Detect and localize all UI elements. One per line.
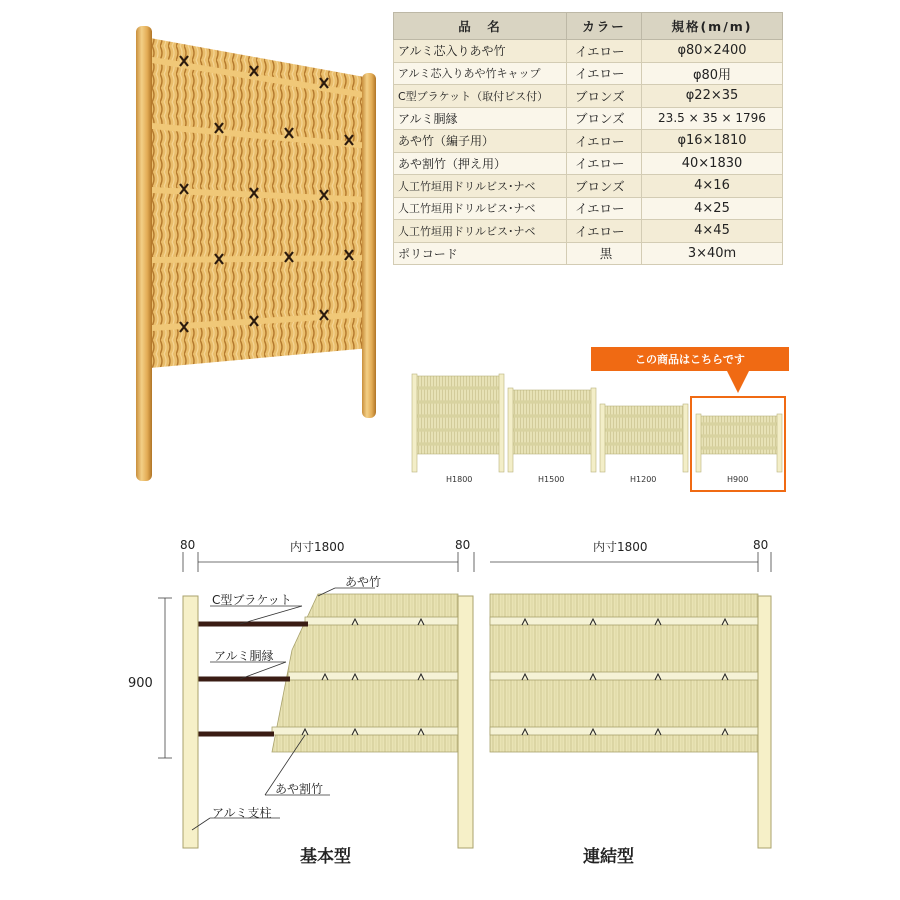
cell-spec: φ80×2400 bbox=[642, 40, 783, 63]
cell-color: 黒 bbox=[567, 242, 642, 265]
cell-color: イエロー bbox=[567, 152, 642, 175]
basic-panel bbox=[198, 594, 458, 752]
header-spec: 規格(m/m) bbox=[642, 13, 783, 40]
cell-color: イエロー bbox=[567, 130, 642, 153]
thumbnail-strip bbox=[408, 370, 788, 490]
connected-post-right bbox=[758, 596, 771, 848]
caption-basic: 基本型 bbox=[300, 847, 351, 867]
cell-name: アルミ芯入りあや竹キャップ bbox=[394, 62, 567, 85]
dim-post-right: 80 bbox=[753, 538, 769, 552]
label-aluminum-rail: アルミ胴縁 bbox=[214, 649, 274, 663]
table-row bbox=[394, 197, 783, 220]
cell-color: ブロンズ bbox=[567, 107, 642, 130]
cell-spec: 40×1830 bbox=[642, 152, 783, 175]
cell-name: アルミ芯入りあや竹 bbox=[394, 40, 567, 63]
cell-spec: φ22×35 bbox=[642, 85, 783, 108]
cell-color: イエロー bbox=[567, 197, 642, 220]
table-row bbox=[394, 130, 783, 153]
cell-name: ポリコード bbox=[394, 242, 567, 265]
product-callout: この商品はこちらです bbox=[591, 347, 789, 371]
cell-name: 人工竹垣用ドリルビス･ナベ bbox=[394, 175, 567, 198]
spec-table-header bbox=[394, 13, 783, 40]
dim-post-left: 80 bbox=[180, 538, 196, 552]
construction-diagram bbox=[0, 530, 900, 900]
header-name: 品 名 bbox=[394, 13, 567, 40]
cell-color: イエロー bbox=[567, 220, 642, 243]
cell-spec: 3×40m bbox=[642, 242, 783, 265]
label-aluminum-post: アルミ支柱 bbox=[212, 806, 272, 820]
label-split-bamboo: あや割竹 bbox=[275, 782, 324, 796]
photo-post-right bbox=[362, 73, 376, 418]
dim-inner-right: 内寸1800 bbox=[593, 540, 648, 554]
spec-table bbox=[393, 12, 783, 265]
cell-spec: 4×45 bbox=[642, 220, 783, 243]
table-row bbox=[394, 62, 783, 85]
dim-height: 900 bbox=[128, 676, 153, 691]
product-photo bbox=[120, 18, 390, 488]
cell-spec: 23.5 × 35 × 1796 bbox=[642, 107, 783, 130]
caption-connected: 連結型 bbox=[583, 847, 634, 867]
cell-color: イエロー bbox=[567, 40, 642, 63]
cell-name: 人工竹垣用ドリルビス･ナベ bbox=[394, 220, 567, 243]
cell-color: イエロー bbox=[567, 62, 642, 85]
dim-post-mid: 80 bbox=[455, 538, 471, 552]
photo-post-left bbox=[136, 26, 152, 481]
table-row bbox=[394, 85, 783, 108]
thumbnail-h1800[interactable] bbox=[412, 374, 504, 472]
cell-name: C型ブラケット（取付ビス付） bbox=[394, 85, 567, 108]
table-row bbox=[394, 152, 783, 175]
thumbnail-label-h900: H900 bbox=[727, 475, 749, 484]
cell-name: 人工竹垣用ドリルビス･ナベ bbox=[394, 197, 567, 220]
thumbnail-label-h1800: H1800 bbox=[446, 475, 473, 484]
cell-name: あや割竹（押え用） bbox=[394, 152, 567, 175]
label-c-bracket: C型ブラケット bbox=[212, 593, 292, 607]
table-row bbox=[394, 107, 783, 130]
thumbnail-label-h1200: H1200 bbox=[630, 475, 657, 484]
label-aya-take: あや竹 bbox=[345, 575, 382, 589]
thumbnail-h1500[interactable] bbox=[508, 388, 596, 472]
basic-post-right bbox=[458, 596, 473, 848]
connected-panel bbox=[490, 594, 758, 752]
table-row bbox=[394, 242, 783, 265]
table-row bbox=[394, 175, 783, 198]
cell-name: あや竹（編子用） bbox=[394, 130, 567, 153]
cell-name: アルミ胴縁 bbox=[394, 107, 567, 130]
thumbnail-h1200[interactable] bbox=[600, 404, 688, 472]
cell-spec: 4×16 bbox=[642, 175, 783, 198]
cell-color: ブロンズ bbox=[567, 175, 642, 198]
table-row bbox=[394, 220, 783, 243]
basic-post-left bbox=[183, 596, 198, 848]
cell-spec: φ80用 bbox=[642, 62, 783, 85]
cell-color: ブロンズ bbox=[567, 85, 642, 108]
cell-spec: 4×25 bbox=[642, 197, 783, 220]
table-row bbox=[394, 40, 783, 63]
thumbnail-label-h1500: H1500 bbox=[538, 475, 565, 484]
cell-spec: φ16×1810 bbox=[642, 130, 783, 153]
dim-inner-left: 内寸1800 bbox=[290, 540, 345, 554]
header-color: カラー bbox=[567, 13, 642, 40]
thumbnail-h900[interactable] bbox=[696, 414, 782, 472]
